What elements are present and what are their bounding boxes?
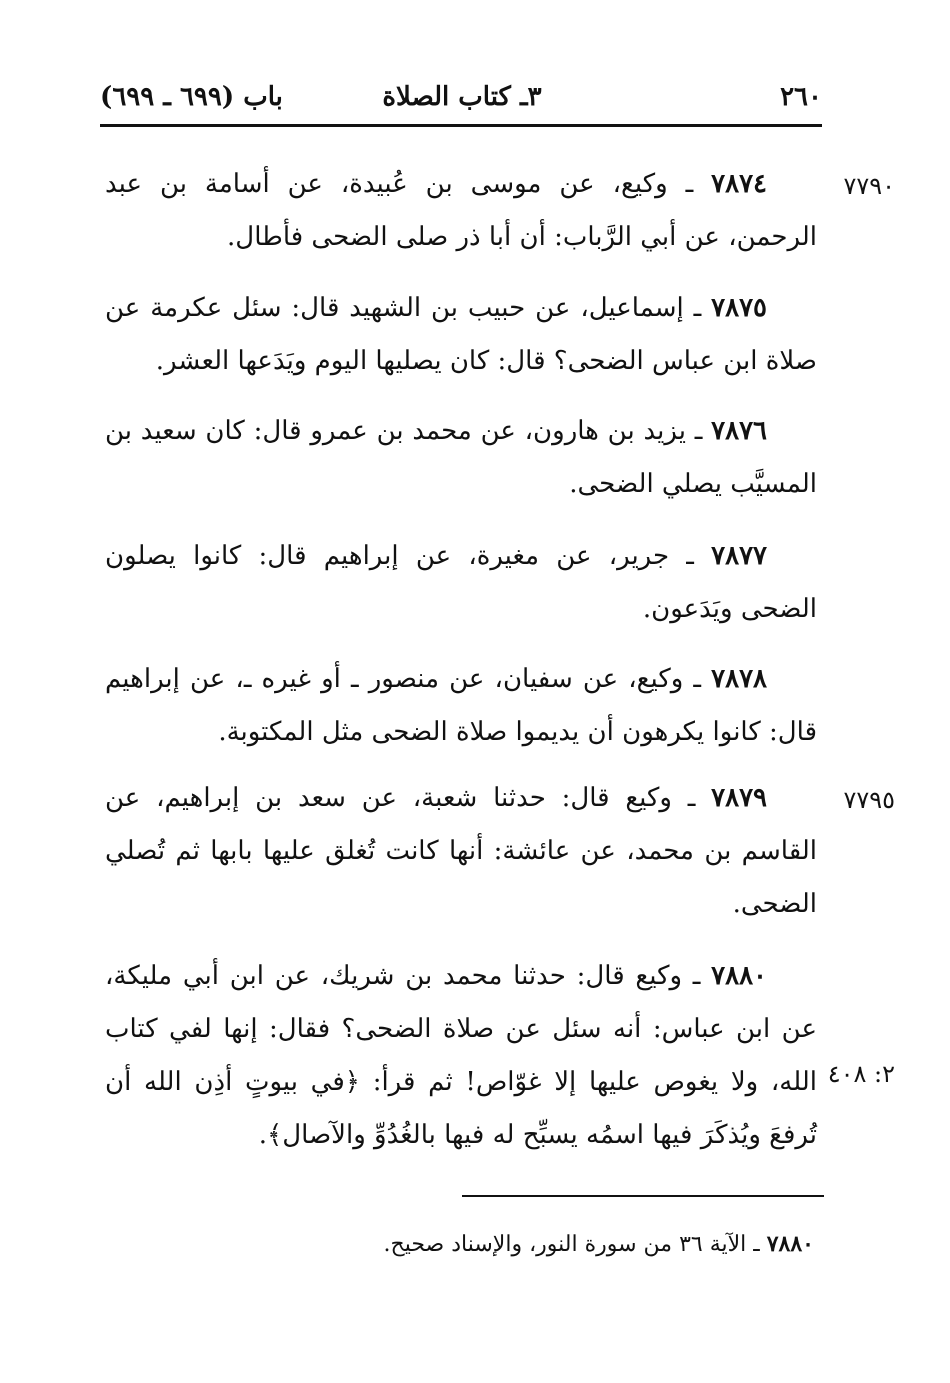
hadith-text: ـ وكيع، عن سفيان، عن منصور ـ أو غيره ـ، عن إبراهيم قال: كانوا يكرهون أن يديموا صلاة الضحى مثل المكتوبة. [105, 664, 817, 747]
header-rule [100, 124, 822, 127]
chapter-title: باب (٦٩٩ ـ ٦٩٩) [100, 82, 283, 112]
page-number: ٢٦٠ [780, 82, 822, 112]
hadith-number: ٧٨٧٥ [711, 293, 768, 323]
hadith-text: ـ وكيع قال: حدثنا محمد بن شريك، عن ابن أبي مليكة، عن ابن عباس: أنه سئل عن صلاة الضحى؟ فقال: إنها لفي كتاب الله، ولا يغوص عليها إلا غوّاص! ثم قرأ: ﴿في بيوتٍ أذِن الله أن تُرفعَ ويُذكَرَ فيها اسمُه يسبِّح له فيها بالغُدُوِّ والآصال﴾. [105, 961, 817, 1150]
hadith-number: ٧٨٧٤ [711, 169, 767, 199]
hadith-number: ٧٨٨٠ [711, 961, 768, 991]
footnote-rule [462, 1195, 824, 1197]
hadith-number: ٧٨٧٧ [711, 541, 768, 571]
hadith-entry [105, 405, 817, 511]
footnote-text: ـ الآية ٣٦ من سورة النور، والإسناد صحيح. [383, 1232, 760, 1257]
hadith-text: ـ جرير، عن مغيرة، عن إبراهيم قال: كانوا يصلون الضحى ويَدَعون. [105, 541, 817, 624]
hadith-entry [105, 282, 817, 388]
hadith-number: ٧٨٧٩ [711, 783, 767, 813]
margin-note: ٢: ٤٠٨ [827, 1060, 895, 1088]
hadith-number: ٧٨٧٨ [711, 664, 768, 694]
margin-note: ٧٧٩٠ [843, 172, 895, 200]
hadith-entry [105, 158, 817, 264]
hadith-entry [105, 530, 817, 636]
margin-note: ٧٧٩٥ [843, 786, 895, 814]
hadith-entry [105, 772, 817, 931]
hadith-text: ـ يزيد بن هارون، عن محمد بن عمرو قال: كان سعيد بن المسيَّب يصلي الضحى. [105, 416, 817, 499]
footnote-number: ٧٨٨٠ [766, 1231, 814, 1257]
book-title: ٣ـ كتاب الصلاة [382, 82, 542, 112]
footnote [300, 1226, 814, 1263]
page-header [100, 82, 822, 122]
hadith-text: ـ وكيع قال: حدثنا شعبة، عن سعد بن إبراهيم، عن القاسم بن محمد، عن عائشة: أنها كانت تُغلق عليها بابها ثم تُصلي الضحى. [105, 783, 817, 919]
hadith-entry [105, 653, 817, 759]
hadith-entry [105, 950, 817, 1162]
hadith-text: ـ وكيع، عن موسى بن عُبيدة، عن أسامة بن عبد الرحمن، عن أبي الرَّباب: أن أبا ذر صلى الضحى فأطال. [105, 169, 817, 252]
hadith-number: ٧٨٧٦ [711, 416, 768, 446]
hadith-text: ـ إسماعيل، عن حبيب بن الشهيد قال: سئل عكرمة عن صلاة ابن عباس الضحى؟ قال: كان يصليها اليوم ويَدَعها العشر. [105, 293, 817, 376]
